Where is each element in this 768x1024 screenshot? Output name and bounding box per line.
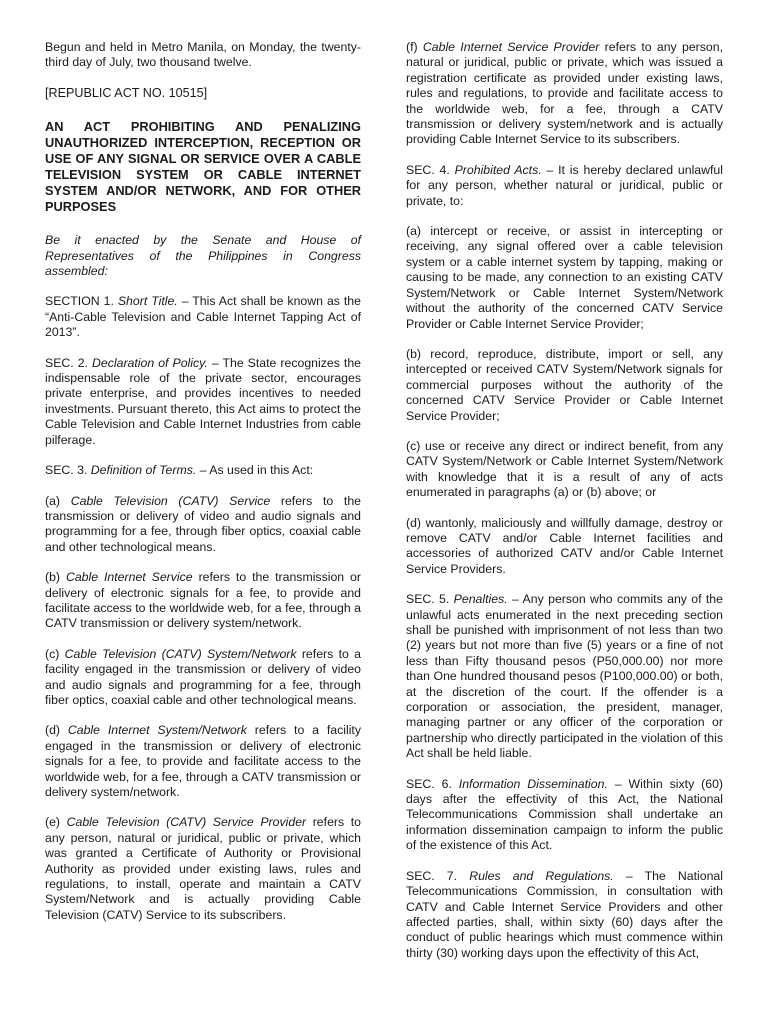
definition-d-term: Cable Internet System/Network	[67, 723, 247, 738]
section-3-heading: Definition of Terms.	[90, 463, 197, 478]
left-column	[45, 40, 361, 938]
section-6: SEC. 6. Information Dissemination. – Within sixty (60) days after the effectivity of this Act, the National Telecommunications Commission shall undertake an information dissemination campaign to inform the public of the existence of this Act.	[406, 776, 723, 853]
section-1-heading: Short Title.	[117, 294, 178, 309]
section-2-heading: Declaration of Policy.	[92, 355, 208, 370]
definition-f-term: Cable Internet Service Provider	[422, 40, 600, 54]
definition-b-term: Cable Internet Service	[65, 570, 193, 585]
section-4: SEC. 4. Prohibited Acts. – It is hereby declared unlawful for any person, whether natural or juridical, public or private, to:	[406, 162, 724, 208]
definition-b: (b) Cable Internet Service refers to the transmission or delivery of electronic signals for a fee, to provide and facilitate access to the worldwide web, for a fee, through a CATV transmission or delivery system/network.	[45, 570, 361, 631]
section-6-heading: Information Dissemination.	[458, 776, 608, 791]
section-2: SEC. 2. Declaration of Policy. – The State recognizes the indispensable role of the private sector, encourages private enterprise, and provides incentives to needed investments. Pursuant thereto, this Act aims to protect the Cable Television and Cable Internet Industries from cable pilferage.	[45, 355, 361, 447]
intro-paragraph: Begun and held in Metro Manila, on Monday, the twenty-third day of July, two thousand twelve.	[45, 40, 361, 70]
definition-d: (d) Cable Internet System/Network refers to a facility engaged in the transmission or delivery of electronic signals for a fee, to provide and facilitate access to the worldwide web, for a fee, through a CATV transmission or delivery system/network.	[45, 723, 361, 799]
prohibited-act-c: (c) use or receive any direct or indirect benefit, from any CATV System/Network or Cable Internet System/Network with knowledge that it is a result of any of acts enumerated in paragraphs (a) or (b) above; or	[406, 438, 723, 500]
section-5: SEC. 5. Penalties. – Any person who commits any of the unlawful acts enumerated in the next preceding section shall be punished with imprisonment of not less than two (2) years but not more than five (5) years or a fine of not less than Fifty thousand pesos (P50,000.00) nor more than One hundred thousand pesos (P100,000.00) or both, at the discretion of the court. If the offender is a corporation or association, the president, manager, managing partner or any officer of the corporation or partnership who directly participated in the violation of this Act shall be held liable.	[406, 592, 723, 761]
definition-f: (f) Cable Internet Service Provider refers to any person, natural or juridical, public or private, which was issued a registration certificate as provided under existing laws, rules and regulations, to provide and facilitate access to the worldwide web, for a fee, through a CATV transmission or delivery system/network and is actually providing Cable Internet Service to its subscribers.	[406, 40, 724, 147]
definition-a-term: Cable Television (CATV) Service	[70, 493, 271, 508]
section-4-heading: Prohibited Acts.	[454, 162, 542, 177]
section-3: SEC. 3. Definition of Terms. – As used in this Act:	[45, 463, 314, 478]
act-title: AN ACT PROHIBITING AND PENALIZING UNAUTHORIZED INTERCEPTION, RECEPTION OR USE OF ANY SIGNAL OR SERVICE OVER A CABLE TELEVISION SYSTEM OR CABLE INTERNET SYSTEM AND/OR NETWORK, AND FOR OTHER PURPOSES	[45, 119, 361, 215]
enacting-clause: Be it enacted by the Senate and House of Representatives of the Philippines in Congress assembled:	[45, 233, 361, 279]
definition-c-term: Cable Television (CATV) System/Network	[64, 646, 297, 661]
definition-e: (e) Cable Television (CATV) Service Provider refers to any person, natural or juridical, public or private, which was granted a Certificate of Authority or Provisional Authority as provided under existing laws, rules and regulations, to install, operate and maintain a CATV System/Network and is actually providing Cable Television (CATV) Service to its subscribers.	[45, 815, 361, 922]
section-7: SEC. 7. Rules and Regulations. – The National Telecommunications Commission, in consultation with CATV and Cable Internet Service Providers and other affected parties, shall, within sixty (60) days after the conduct of public hearings which must commence within thirty (30) working days upon the effectivity of this Act,	[406, 868, 723, 960]
section-1: SECTION 1. Short Title. – This Act shall be known as the “Anti-Cable Television and Cable Internet Tapping Act of 2013”.	[45, 294, 361, 340]
republic-act-number: [REPUBLIC ACT NO. 10515]	[45, 85, 208, 100]
definition-e-term: Cable Television (CATV) Service Provider	[66, 815, 307, 830]
right-column	[406, 40, 723, 976]
section-5-heading: Penalties.	[453, 592, 508, 607]
prohibited-act-b: (b) record, reproduce, distribute, import or sell, any intercepted or received CATV System/Network signals for commercial purposes without the authority of the concerned CATV Service Provider or Cable Internet Service Provider;	[406, 346, 723, 423]
prohibited-act-a: (a) intercept or receive, or assist in intercepting or receiving, any signal offered over a cable television system or a cable internet system by tapping, making or causing to be made, any connection to an existing CATV System/Network or Cable Internet System/Network without the authority of the concerned CATV Service Provider or Cable Internet Service Provider;	[406, 224, 723, 331]
section-7-heading: Rules and Regulations.	[469, 868, 614, 883]
prohibited-act-d: (d) wantonly, maliciously and willfully damage, destroy or remove CATV and/or Cable Internet facilities and accessories of authorized CATV and/or Cable Internet Service Providers.	[406, 515, 723, 576]
definition-c: (c) Cable Television (CATV) System/Network refers to a facility engaged in the transmission or delivery of video and audio signals and programming for a fee, through fiber optics, coaxial cable and other technological means.	[45, 646, 361, 707]
definition-a: (a) Cable Television (CATV) Service refers to the transmission or delivery of video and audio signals and programming for a fee, through fiber optics, coaxial cable and other technological means.	[45, 493, 361, 554]
